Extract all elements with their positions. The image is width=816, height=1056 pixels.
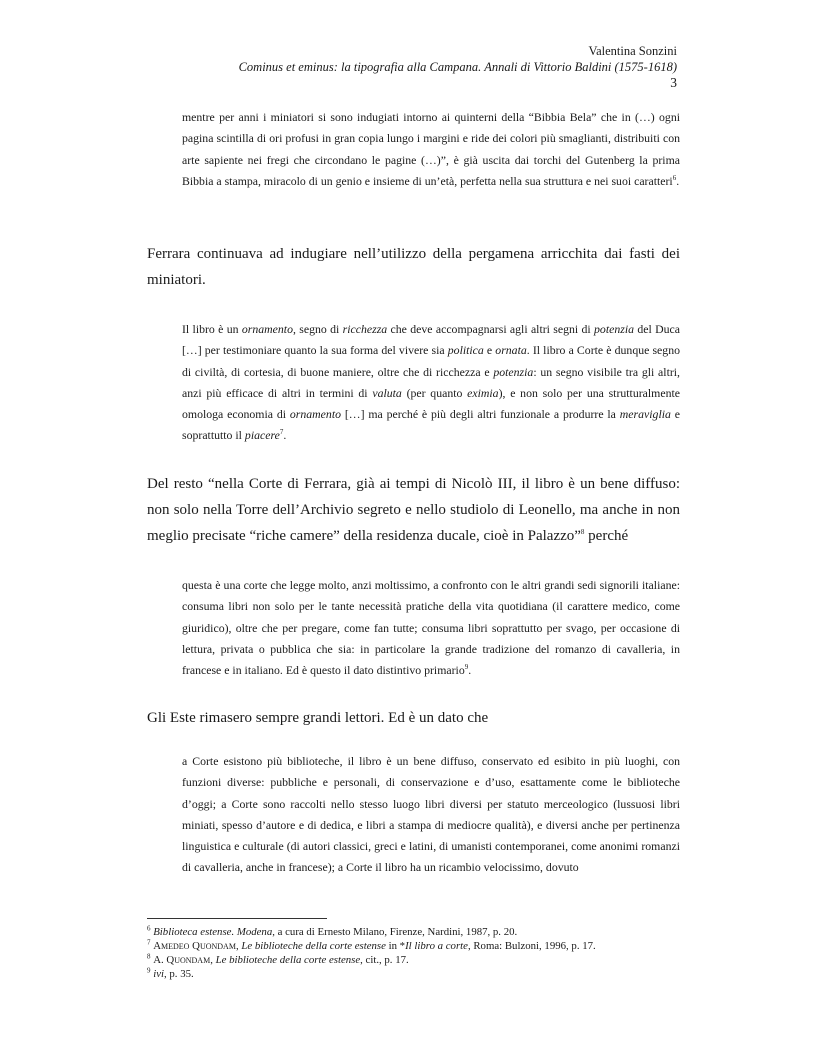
- running-header: [239, 43, 677, 91]
- footnote-text: in *: [385, 940, 406, 952]
- quote-2-text: […] ma perché è più degli altri funzionale a produrre la: [341, 407, 620, 422]
- quote-3-text: questa è una corte che legge molto, anzi moltissimo, a confronto con le altri grandi sedi signorili italiane: consuma libri non solo per le tante necessità pratiche della vita quotidiana (il carattere medico, come giuridico), oltre che per pregare, come fan tutte; consuma libri soprattutto per svago, per occasione di lettura, privata o pubblica che sia: in particolare la grande tradizione del romanzo di cavalleria, in francese e in italiano. Ed è questo il dato distintivo primario: [182, 578, 680, 678]
- quote-2-text: . Il libro a Corte è dunque segno di civiltà, di cortesia, di buone maniere, oltre che di ricchezza e: [182, 343, 680, 379]
- block-quote-2: [182, 319, 680, 447]
- footnote-text: , a cura di Ernesto Milano, Firenze, Nardini, 1987, p. 20.: [272, 926, 518, 938]
- quote-2-text: Il libro è un: [182, 322, 242, 336]
- footnote-ref-9[interactable]: 9: [464, 663, 469, 672]
- page-number: 3: [670, 75, 677, 90]
- footnote-author: A. Quondam: [153, 954, 211, 966]
- quote-3-text: .: [468, 663, 472, 678]
- quote-2-text: (per quanto: [401, 385, 468, 400]
- paragraph-2: [147, 471, 680, 549]
- quote-2-text: .: [283, 428, 287, 443]
- footnote-6: [147, 925, 680, 939]
- footnotes: [147, 925, 680, 981]
- footnote-number: 7: [147, 938, 151, 947]
- footnote-number: 8: [147, 952, 151, 961]
- footnote-title: Il libro a corte: [405, 940, 468, 952]
- quote-2-text: e: [483, 343, 496, 358]
- paragraph-1: Ferrara continuava ad indugiare nell’utilizzo della pergamena arricchita dai fasti dei miniatori.: [147, 246, 680, 288]
- paragraph-2-tail: perché: [584, 528, 629, 544]
- footnote-8: [147, 953, 680, 967]
- footnote-divider: [147, 918, 327, 919]
- quote-2-italic: ornamento: [289, 407, 341, 422]
- quote-2-italic: politica: [447, 343, 484, 358]
- quote-2-text: che deve accompagnarsi agli altri segni di: [387, 322, 595, 336]
- footnote-number: 9: [147, 966, 151, 975]
- footnote-title: Le biblioteche della corte estense: [241, 940, 386, 952]
- header-author: Valentina Sonzini: [588, 44, 677, 58]
- footnote-text: , p. 35.: [164, 968, 194, 980]
- quote-2-text: , segno di: [292, 322, 343, 336]
- quote-2-italic: valuta: [372, 385, 402, 400]
- quote-2-italic: piacere: [244, 428, 280, 443]
- footnote-text: ,: [210, 954, 216, 966]
- quote-2-italic: meraviglia: [619, 407, 671, 422]
- quote-2-italic: potenzia: [594, 322, 635, 336]
- paragraph-2-text: Del resto “nella Corte di Ferrara, già ai tempi di Nicolò III, il libro è un bene diffuso: non solo nella Torre dell’Archivio segreto e nello studiolo di Leonello, ma anche in non meglio precisate “riche camere” della residenza ducale, cioè in Palazzo”: [147, 476, 680, 544]
- quote-2-text: e soprattutto il: [182, 407, 680, 443]
- quote-2-italic: ricchezza: [342, 322, 388, 336]
- footnote-number: 6: [147, 924, 151, 933]
- block-quote-1: mentre per anni i miniatori si sono indugiati intorno ai quinterni della “Bibbia Bela” che in (…) ogni pagina scintilla di ori profusi in gran copia lungo i margini e ride dei colori più smaglianti, distribuiti con arte sapiente nei fregi che circondano le pagine (…)”, è già uscita dai torchi del Gutenberg la prima Bibbia a stampa, miracolo di un genio e insieme di un’età, perfetta nella sua struttura e nei suoi caratteri$^6$.: [182, 110, 680, 188]
- footnote-title: Biblioteca estense. Modena: [153, 926, 273, 938]
- header-title: Cominus et eminus: la tipografia alla Campana. Annali di Vittorio Baldini (1575-1618): [238, 60, 677, 74]
- footnote-title: Le biblioteche della corte estense: [215, 954, 361, 966]
- quote-2-text: ), e non solo per una strutturalmente omologa economia di: [182, 385, 681, 422]
- footnote-author: Amedeo Quondam: [153, 940, 236, 952]
- quote-2-italic: eximia: [467, 385, 499, 400]
- quote-2-text: del Duca […] per testimoniare quanto la sua forma del vivere sia: [182, 322, 680, 358]
- quote-2-italic: ornamento: [241, 322, 293, 336]
- footnote-7: [147, 939, 680, 953]
- footnote-text: ,: [235, 940, 242, 952]
- block-quote-3: [182, 575, 680, 681]
- quote-2-italic: ornata: [495, 343, 527, 358]
- paragraph-3: Gli Este rimasero sempre grandi lettori. Ed è un dato che: [147, 710, 489, 726]
- footnote-ref-8[interactable]: 8: [580, 528, 585, 536]
- footnote-ref-7[interactable]: 7: [279, 428, 284, 437]
- quote-2-text: : un segno visibile tra gli altri, anzi più efficace di altri in termini di: [182, 364, 681, 400]
- footnote-text: , cit., p. 17.: [360, 954, 409, 966]
- block-quote-4: a Corte esistono più biblioteche, il libro è un bene diffuso, conservato ed esibito in più luoghi, con funzioni diverse: pubbliche e personali, di conservazione e d’uso, esattamente come le biblioteche d’oggi; a Corte sono raccolti nello stesso luogo libri diversi per statuto merceologico (lussuosi libri miniati, spesso d’autore e di dedica, e libri a stampa di mediocre qualità), e diversi anche per pertinenza linguistica e culturale (di autori classici, greci e latini, di umanisti contemporanei, come anonimi romanzi di cavalleria, anche in francese); a Corte il libro ha un ricambio velocissimo, dovuto: [182, 754, 680, 875]
- footnote-text: , Roma: Bulzoni, 1996, p. 17.: [467, 940, 596, 952]
- footnote-title: ivi: [153, 968, 164, 980]
- quote-1-text: mentre per anni i miniatori si sono indugiati intorno ai quinterni della “Bibbia Bela” che in (…) ogni pagina scintilla di ori profusi in gran copia lungo i margini e ride dei colori più smaglianti, distribuiti con arte sapiente nei fregi che circondano le pagine (…)”, è già uscita dai torchi del Gutenberg la prima Bibbia a stampa, miracolo di un genio e insieme di un’età, perfetta nella sua struttura e nei suoi caratteri: [182, 110, 680, 188]
- footnote-9: [147, 967, 680, 981]
- footnote-ref-6[interactable]: 6: [672, 173, 677, 182]
- quote-2-italic: potenzia: [493, 364, 534, 379]
